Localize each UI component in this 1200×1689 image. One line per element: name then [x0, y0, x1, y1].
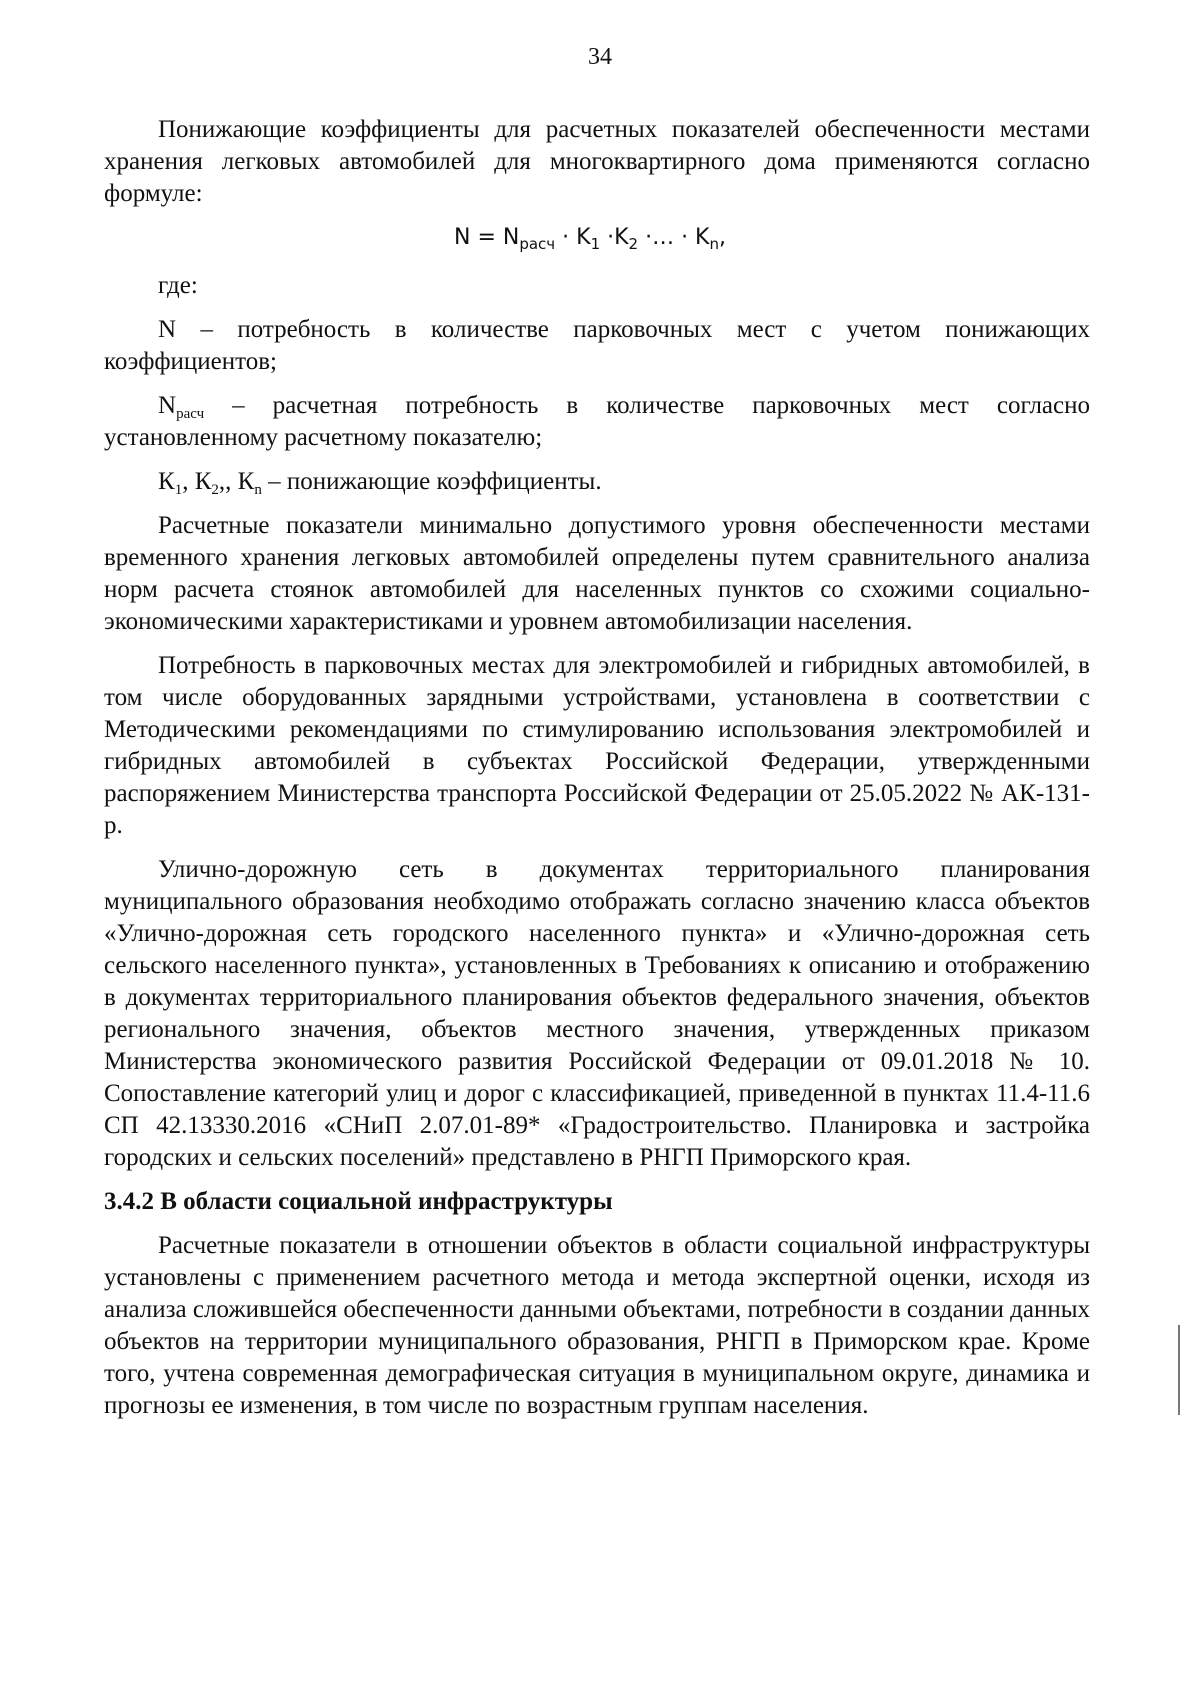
- section-heading: 3.4.2 В области социальной инфраструктуры: [104, 1188, 613, 1215]
- formula-k2-sub: 2: [628, 235, 639, 253]
- page-number: 34: [588, 44, 612, 70]
- paragraph-street-network: Улично-дорожную сеть в документах территориального планирования муниципального образования необходимо отображать согласно значению класса объектов «Улично-дорожная сеть городского населенного пункта» и «Улично-дорожная сеть сельского населенного пункта», установленных в Требованиях к описанию и отображению в документах территориального планирования объектов федерального значения, объектов регионального значения, объектов местного значения, утвержденных приказом Министерства экономического развития Российской Федерации от 09.01.2018 № 10. Сопоставление категорий улиц и дорог с классификацией, приведенной в пунктах 11.4-11.6 СП 42.13330.2016 «СНиП 2.07.01-89* «Градостроительство. Планировка и застройка городских и сельских поселений» представлено в РНГП Приморского края.: [104, 856, 1090, 1171]
- k1-sub: 1: [174, 482, 183, 498]
- k-mid2: ,, К: [218, 468, 255, 495]
- nrasch-symbol: N: [158, 392, 177, 419]
- k2-sub: 2: [211, 482, 219, 498]
- formula-dots: ·… · K: [638, 225, 710, 250]
- k-symbol: К: [158, 468, 175, 495]
- formula-lhs: N = N: [454, 225, 520, 250]
- document-body: [104, 114, 1090, 1434]
- definition-nrasch: [104, 390, 1090, 454]
- formula: [104, 222, 1090, 254]
- nrasch-sub: расч: [176, 406, 205, 422]
- formula-sub-rasch: расч: [519, 235, 556, 253]
- definition-k: [104, 466, 1090, 498]
- formula-k1: · K: [555, 225, 591, 250]
- formula-end: ,: [719, 225, 727, 250]
- scan-artifact-mark: [1178, 1325, 1180, 1415]
- paragraph-electric-vehicles: Потребность в парковочных местах для электромобилей и гибридных автомобилей, в том числе оборудованных зарядными устройствами, установлена в соответствии с Методическими рекомендациями по стимулированию использования электромобилей и гибридных автомобилей в субъектах Российской Федерации, утвержденными распоряжением Министерства транспорта Российской Федерации от 25.05.2022 № АК-131-р.: [104, 652, 1090, 839]
- paragraph-parking-indicators: Расчетные показатели минимально допустимого уровня обеспеченности местами временного хранения легковых автомобилей определены путем сравнительного анализа норм расчета стоянок автомобилей для населенных пунктов со схожими социально-экономическими характеристиками и уровнем автомобилизации населения.: [104, 512, 1090, 635]
- intro-paragraph: Понижающие коэффициенты для расчетных показателей обеспеченности местами хранения легковых автомобилей для многоквартирного дома применяются согласно формуле:: [104, 116, 1090, 207]
- k-text: – понижающие коэффициенты.: [261, 468, 602, 495]
- paragraph-social-infrastructure: Расчетные показатели в отношении объектов в области социальной инфраструктуры установлены с применением расчетного метода и метода экспертной оценки, исходя из анализа сложившейся обеспеченности данными объектами, потребности в создании данных объектов на территории муниципального образования, РНГП в Приморском крае. Кроме того, учтена современная демографическая ситуация в муниципальном округе, динамика и прогнозы ее изменения, в том числе по возрастным группам населения.: [104, 1232, 1090, 1419]
- kn-sub: n: [254, 482, 262, 498]
- k-mid1: , К: [182, 468, 212, 495]
- formula-k2: ·K: [600, 225, 629, 250]
- nrasch-text: – расчетная потребность в количестве парковочных мест согласно установленному расчетному показателю;: [104, 392, 1090, 451]
- where-label: где:: [158, 272, 198, 299]
- formula-kn-sub: n: [709, 235, 720, 253]
- definition-n: N – потребность в количестве парковочных мест с учетом понижающих коэффициентов;: [104, 316, 1090, 375]
- formula-k1-sub: 1: [590, 235, 601, 253]
